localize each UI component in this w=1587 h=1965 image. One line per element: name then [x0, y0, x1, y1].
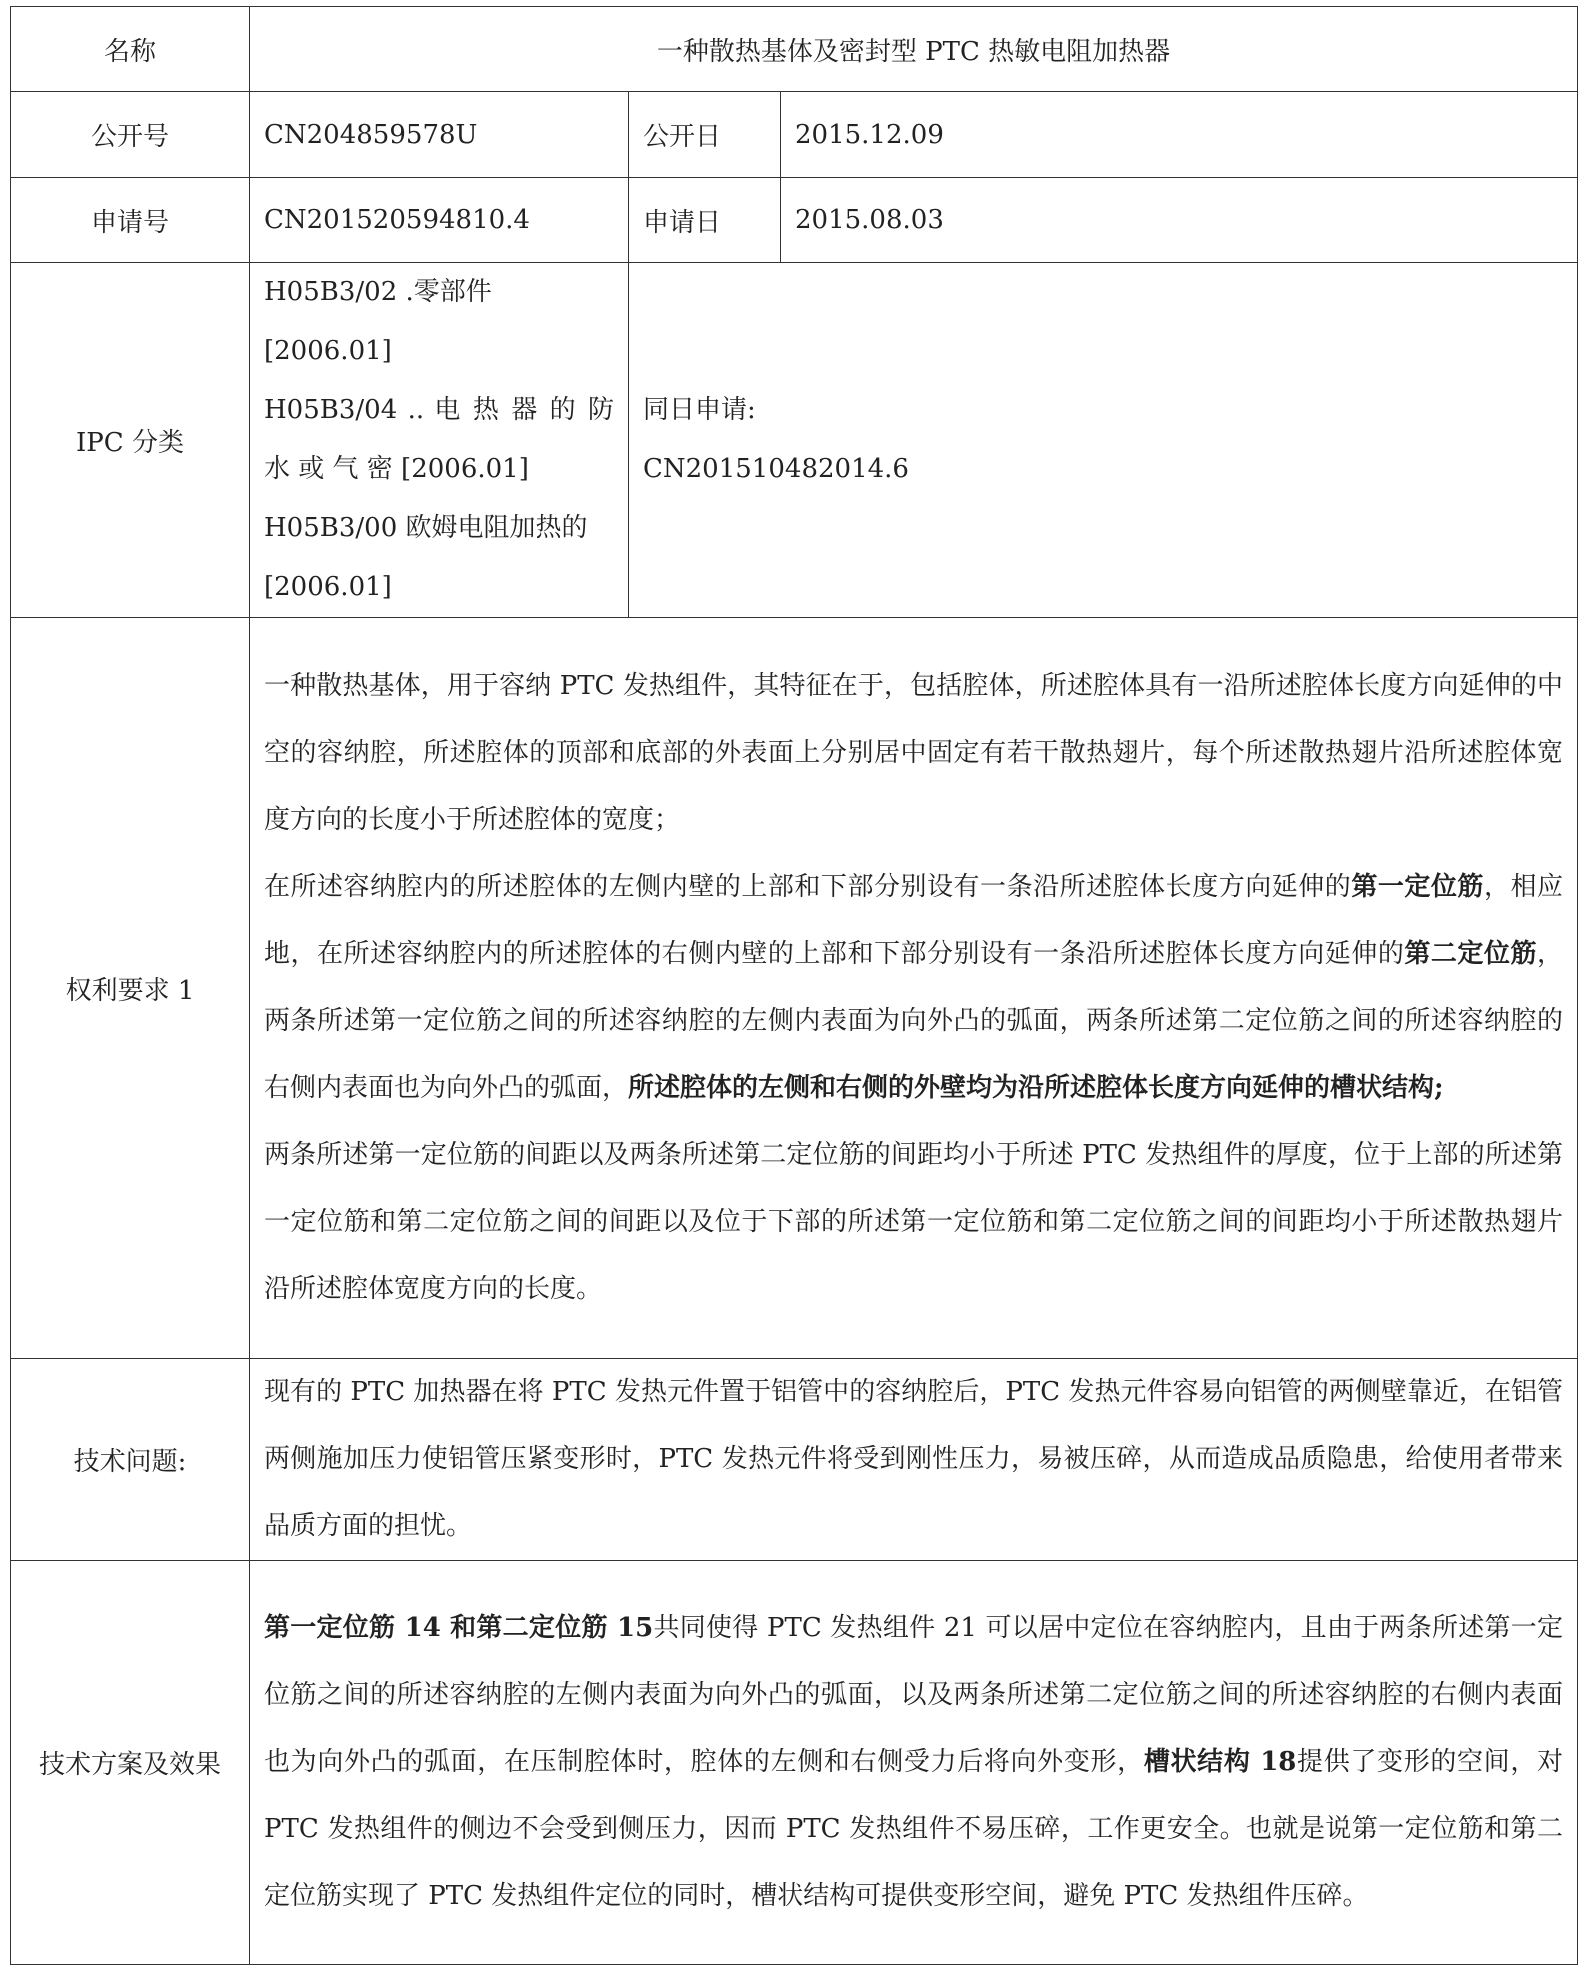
solution-text-run: 提供了变形的空间，对 PTC 发热组件的侧边不会受到侧压力，因而 PTC 发热组件不易压碎，工作更安全。也就是说第一定位筋和第二定位筋实现了 PTC 发热组件定位的同时，槽状结构可提供变形空间，避免 PTC 发热组件压碎。 — [264, 1747, 1564, 1911]
row-solution — [11, 1561, 1578, 1965]
label-pub-no: 公开号 — [11, 92, 250, 178]
label-problem: 技术问题: — [11, 1359, 250, 1561]
value-pub-date: 2015.12.09 — [781, 92, 1578, 178]
same-day-number: CN201510482014.6 — [643, 454, 909, 484]
label-ipc: IPC 分类 — [11, 263, 250, 618]
ipc-item: H05B3/00 欧姆电阻加热的 [2006.01] — [264, 513, 588, 602]
same-day-label: 同日申请: — [643, 395, 756, 425]
label-app-no: 申请号 — [11, 178, 250, 263]
label-name: 名称 — [11, 7, 250, 92]
claim-paragraph: 一种散热基体，用于容纳 PTC 发热组件，其特征在于，包括腔体，所述腔体具有一沿所述腔体长度方向延伸的中空的容纳腔，所述腔体的顶部和底部的外表面上分别居中固定有若干散热翅片，每个所述散热翅片沿所述腔体宽度方向的长度小于所述腔体的宽度； — [264, 671, 1564, 835]
claim-text — [250, 618, 1578, 1359]
row-problem — [11, 1359, 1578, 1561]
same-day-application — [629, 263, 1578, 618]
claim-text-run: ，相应地，在所述容纳腔内的所述腔体的右侧内壁的上部和下部分别设有一条沿所述腔体长度方向延伸的 — [264, 872, 1563, 969]
solution-bold-run: 槽状结构 18 — [1143, 1747, 1297, 1777]
row-ipc — [11, 263, 1578, 618]
row-claim — [11, 618, 1578, 1359]
claim-text-run: 在所述容纳腔内的所述腔体的左侧内壁的上部和下部分别设有一条沿所述腔体长度方向延伸的 — [264, 872, 1352, 902]
claim-bold-run: 第一定位筋 — [1351, 872, 1484, 902]
solution-text — [250, 1561, 1578, 1965]
claim-bold-run: 所述腔体的左侧和右侧的外壁均为沿所述腔体长度方向延伸的槽状结构; — [628, 1073, 1444, 1103]
patent-info-table — [10, 6, 1578, 1965]
value-app-no: CN201520594810.4 — [250, 178, 629, 263]
value-pub-no: CN204859578U — [250, 92, 629, 178]
solution-text-run: 共同使得 PTC 发热组件 21 可以居中定位在容纳腔内，且由于两条所述第一定位筋之间的所述容纳腔的左侧内表面为向外凸的弧面，以及两条所述第二定位筋之间的所述容纳腔的右侧内表面也为向外凸的弧面，在压制腔体时，腔体的左侧和右侧受力后将向外变形， — [264, 1613, 1564, 1777]
label-claim: 权利要求 1 — [11, 618, 250, 1359]
ipc-item: H05B3/04 .. 电 热 器 的 防 水 或 气 密 [2006.01] — [264, 395, 614, 484]
row-name — [11, 7, 1578, 92]
row-app — [11, 178, 1578, 263]
ipc-list — [250, 263, 629, 618]
value-app-date: 2015.08.03 — [781, 178, 1578, 263]
ipc-item: H05B3/02 .零部件[2006.01] — [264, 277, 492, 366]
label-solution: 技术方案及效果 — [11, 1561, 250, 1965]
solution-bold-run: 第一定位筋 14 和第二定位筋 15 — [264, 1613, 654, 1643]
label-pub-date: 公开日 — [629, 92, 781, 178]
value-name: 一种散热基体及密封型 PTC 热敏电阻加热器 — [250, 7, 1578, 92]
claim-bold-run: 第二定位筋 — [1404, 939, 1537, 969]
claim-paragraph — [264, 854, 1563, 1122]
label-app-date: 申请日 — [629, 178, 781, 263]
claim-paragraph: 两条所述第一定位筋的间距以及两条所述第二定位筋的间距均小于所述 PTC 发热组件的厚度，位于上部的所述第一定位筋和第二定位筋之间的间距以及位于下部的所述第一定位筋和第二定位筋之间的间距均小于所述散热翅片沿所述腔体宽度方向的长度。 — [264, 1140, 1564, 1304]
row-pub — [11, 92, 1578, 178]
claim-text-run: ，两条所述第一定位筋之间的所述容纳腔的左侧内表面为向外凸的弧面，两条所述第二定位筋之间的所述容纳腔的右侧内表面也为向外凸的弧面， — [264, 939, 1564, 1103]
problem-text: 现有的 PTC 加热器在将 PTC 发热元件置于铝管中的容纳腔后，PTC 发热元件容易向铝管的两侧壁靠近，在铝管两侧施加压力使铝管压紧变形时，PTC 发热元件将受到刚性压力，易被压碎，从而造成品质隐患，给使用者带来品质方面的担忧。 — [250, 1359, 1578, 1561]
